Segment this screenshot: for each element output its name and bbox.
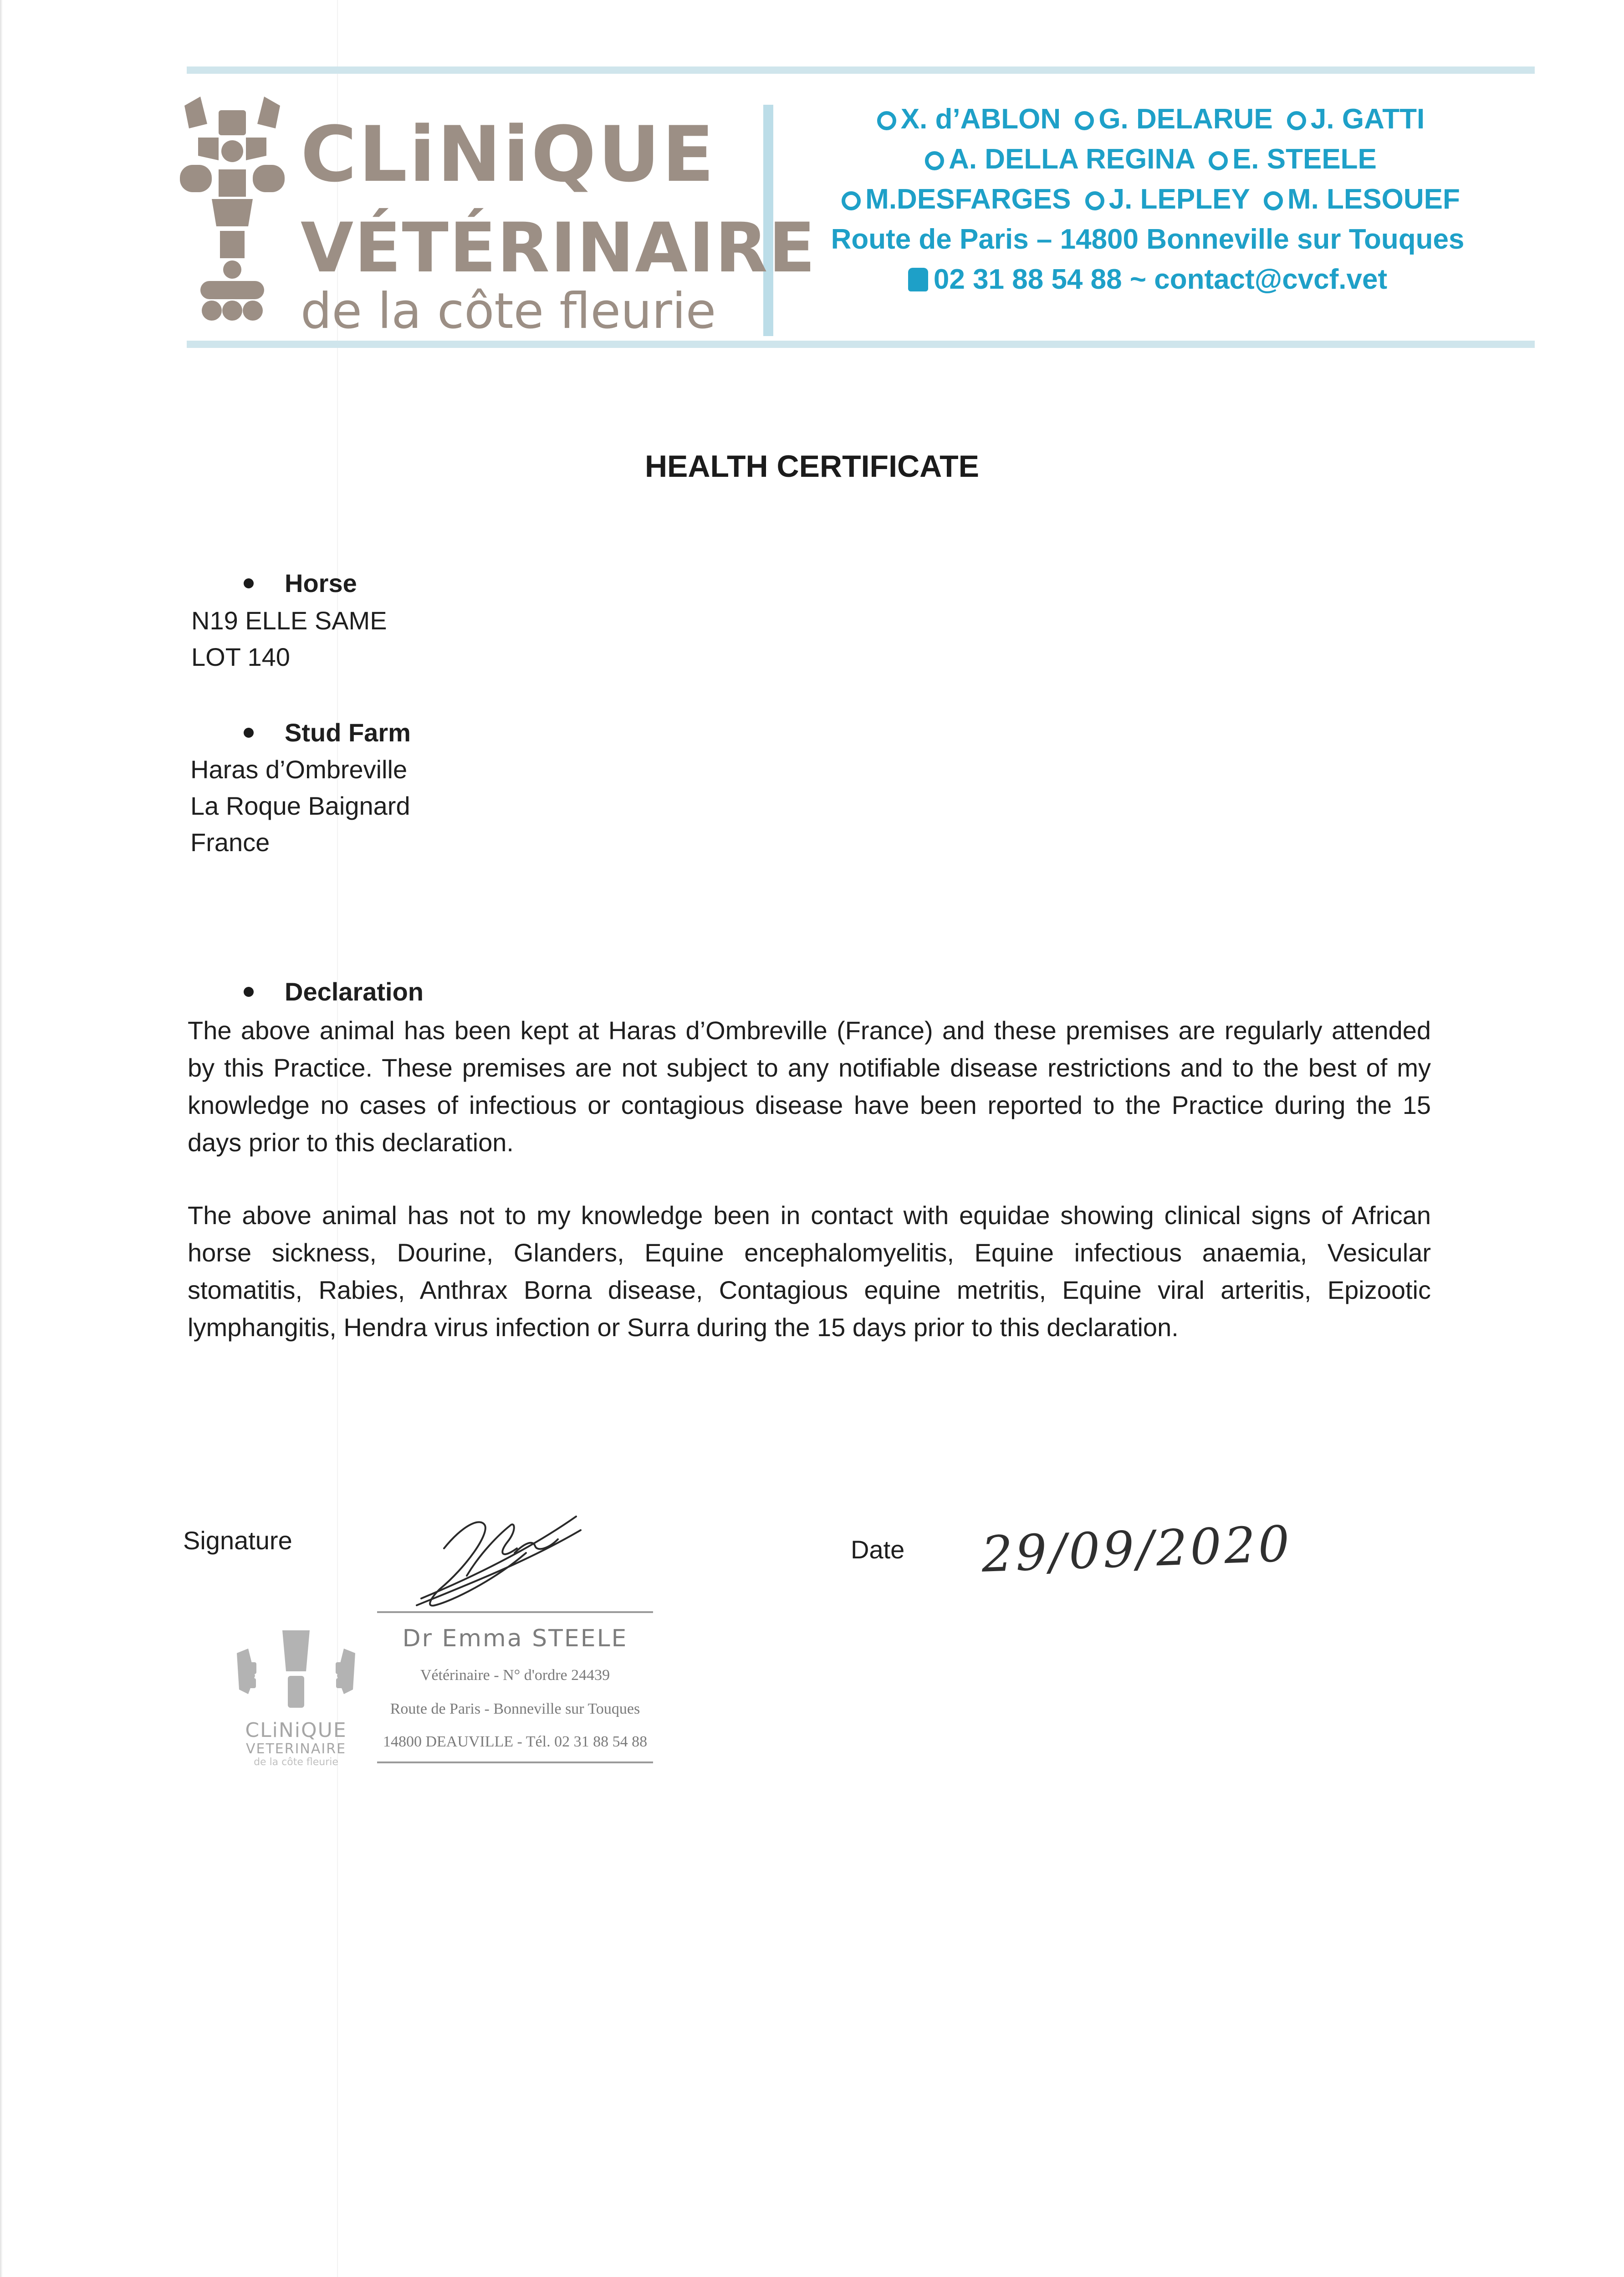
page-title: HEALTH CERTIFICATE — [644, 449, 980, 484]
clinic-logo-icon — [180, 97, 285, 324]
practice-contact-line — [792, 260, 1503, 300]
stud-farm-locality: La Roque Baignard — [190, 791, 410, 820]
practice-contact: 02 31 88 54 88 ~ contact@cvcf.vet — [933, 264, 1388, 295]
circle-bullet-icon — [1287, 111, 1306, 130]
vet-name: X. d’ABLON — [900, 103, 1061, 135]
stud-farm-name: Haras d’Ombreville — [190, 755, 408, 784]
bullet-icon — [244, 578, 254, 588]
declaration-paragraph-2: The above animal has not to my knowledge been in contact with equidae showing clinical signs of African horse sickness, Dourine, Glanders, Equine encephalomyelitis, Equine infectious anaemia, Vesicular stomatitis, Rabies, Anthrax Borna disease, Contagious equine metritis, Equine viral arteritis, Epizootic lymphangitis, Hendra virus infection or Surra during the 15 days prior to this declaration. — [188, 1201, 1431, 1342]
stamp-clinic-logo — [228, 1621, 364, 1785]
vet-names-line-1 — [792, 99, 1503, 139]
bullet-icon — [244, 728, 254, 738]
horse-heading — [244, 568, 357, 598]
stud-farm-heading-label: Stud Farm — [285, 718, 411, 747]
circle-bullet-icon — [842, 191, 861, 210]
circle-bullet-icon — [1085, 191, 1104, 210]
stamp-horse-heads-icon — [228, 1621, 364, 1721]
stamp-logo-line2: VETERINAIRE — [245, 1741, 347, 1757]
stamp-line-2: Route de Paris - Bonneville sur Touques — [390, 1700, 640, 1717]
vet-name: M.DESFARGES — [865, 184, 1071, 215]
circle-bullet-icon — [925, 151, 944, 170]
vet-name: J. GATTI — [1310, 103, 1425, 135]
circle-bullet-icon — [877, 111, 896, 130]
handwritten-date: 29/09/2020 — [981, 1516, 1293, 1583]
declaration-heading-label: Declaration — [285, 977, 424, 1006]
vet-name: G. DELARUE — [1098, 103, 1273, 135]
phone-icon — [908, 268, 928, 291]
horse-lot: LOT 140 — [191, 643, 290, 671]
circle-bullet-icon — [1264, 191, 1283, 210]
stamp-rule-bottom — [377, 1761, 653, 1763]
scan-edge-shadow — [0, 0, 3, 2277]
declaration-heading — [244, 977, 424, 1006]
logo-wordmark-line1: CLiNiQUE — [301, 110, 716, 199]
bullet-icon — [244, 987, 254, 997]
stamp-logo-line3: de la côte fleurie — [254, 1756, 338, 1768]
handwritten-signature — [412, 1498, 585, 1617]
header-top-rule — [187, 66, 1535, 74]
stamp-logo-line1: CLiNiQUE — [245, 1719, 347, 1742]
vet-stamp — [377, 1611, 653, 1770]
stamp-vet-name: Dr Emma STEELE — [402, 1625, 628, 1652]
vet-name: A. DELLA REGINA — [949, 143, 1195, 175]
header-bottom-rule — [187, 341, 1535, 348]
declaration-paragraph-1: The above animal has been kept at Haras d’Ombreville (France) and these premises are regularly attended by this Practice. These premises are not subject to any notifiable disease restrictions and to the best of my knowledge no cases of infectious or contagious disease have been reported to the Practice during the 15 days prior to this declaration. — [188, 1016, 1431, 1157]
stamp-line-3: 14800 DEAUVILLE - Tél. 02 31 88 54 88 — [383, 1733, 648, 1750]
horse-name: N19 ELLE SAME — [191, 606, 387, 635]
stamp-line-1: Vétérinaire - N° d'ordre 24439 — [420, 1667, 610, 1684]
practice-address: Route de Paris – 14800 Bonneville sur Touques — [831, 224, 1465, 255]
circle-bullet-icon — [1075, 111, 1094, 130]
vet-name: J. LEPLEY — [1108, 184, 1250, 215]
vet-name: E. STEELE — [1232, 143, 1377, 175]
vet-name: M. LESOUEF — [1287, 184, 1460, 215]
logo-wordmark-line3: de la côte fleurie — [301, 283, 716, 340]
stud-farm-country: France — [190, 828, 270, 857]
circle-bullet-icon — [1209, 151, 1228, 170]
date-label: Date — [851, 1535, 905, 1564]
vet-names-line-3 — [792, 179, 1503, 220]
logo-wordmark-line2: VÉTÉRINAIRE — [301, 209, 817, 288]
horse-heading-label: Horse — [285, 569, 357, 597]
stamp-rule-top — [377, 1611, 653, 1613]
stud-farm-heading — [244, 718, 411, 747]
vet-names-line-2 — [792, 139, 1503, 179]
practice-info — [792, 99, 1503, 300]
signature-label: Signature — [183, 1526, 292, 1555]
